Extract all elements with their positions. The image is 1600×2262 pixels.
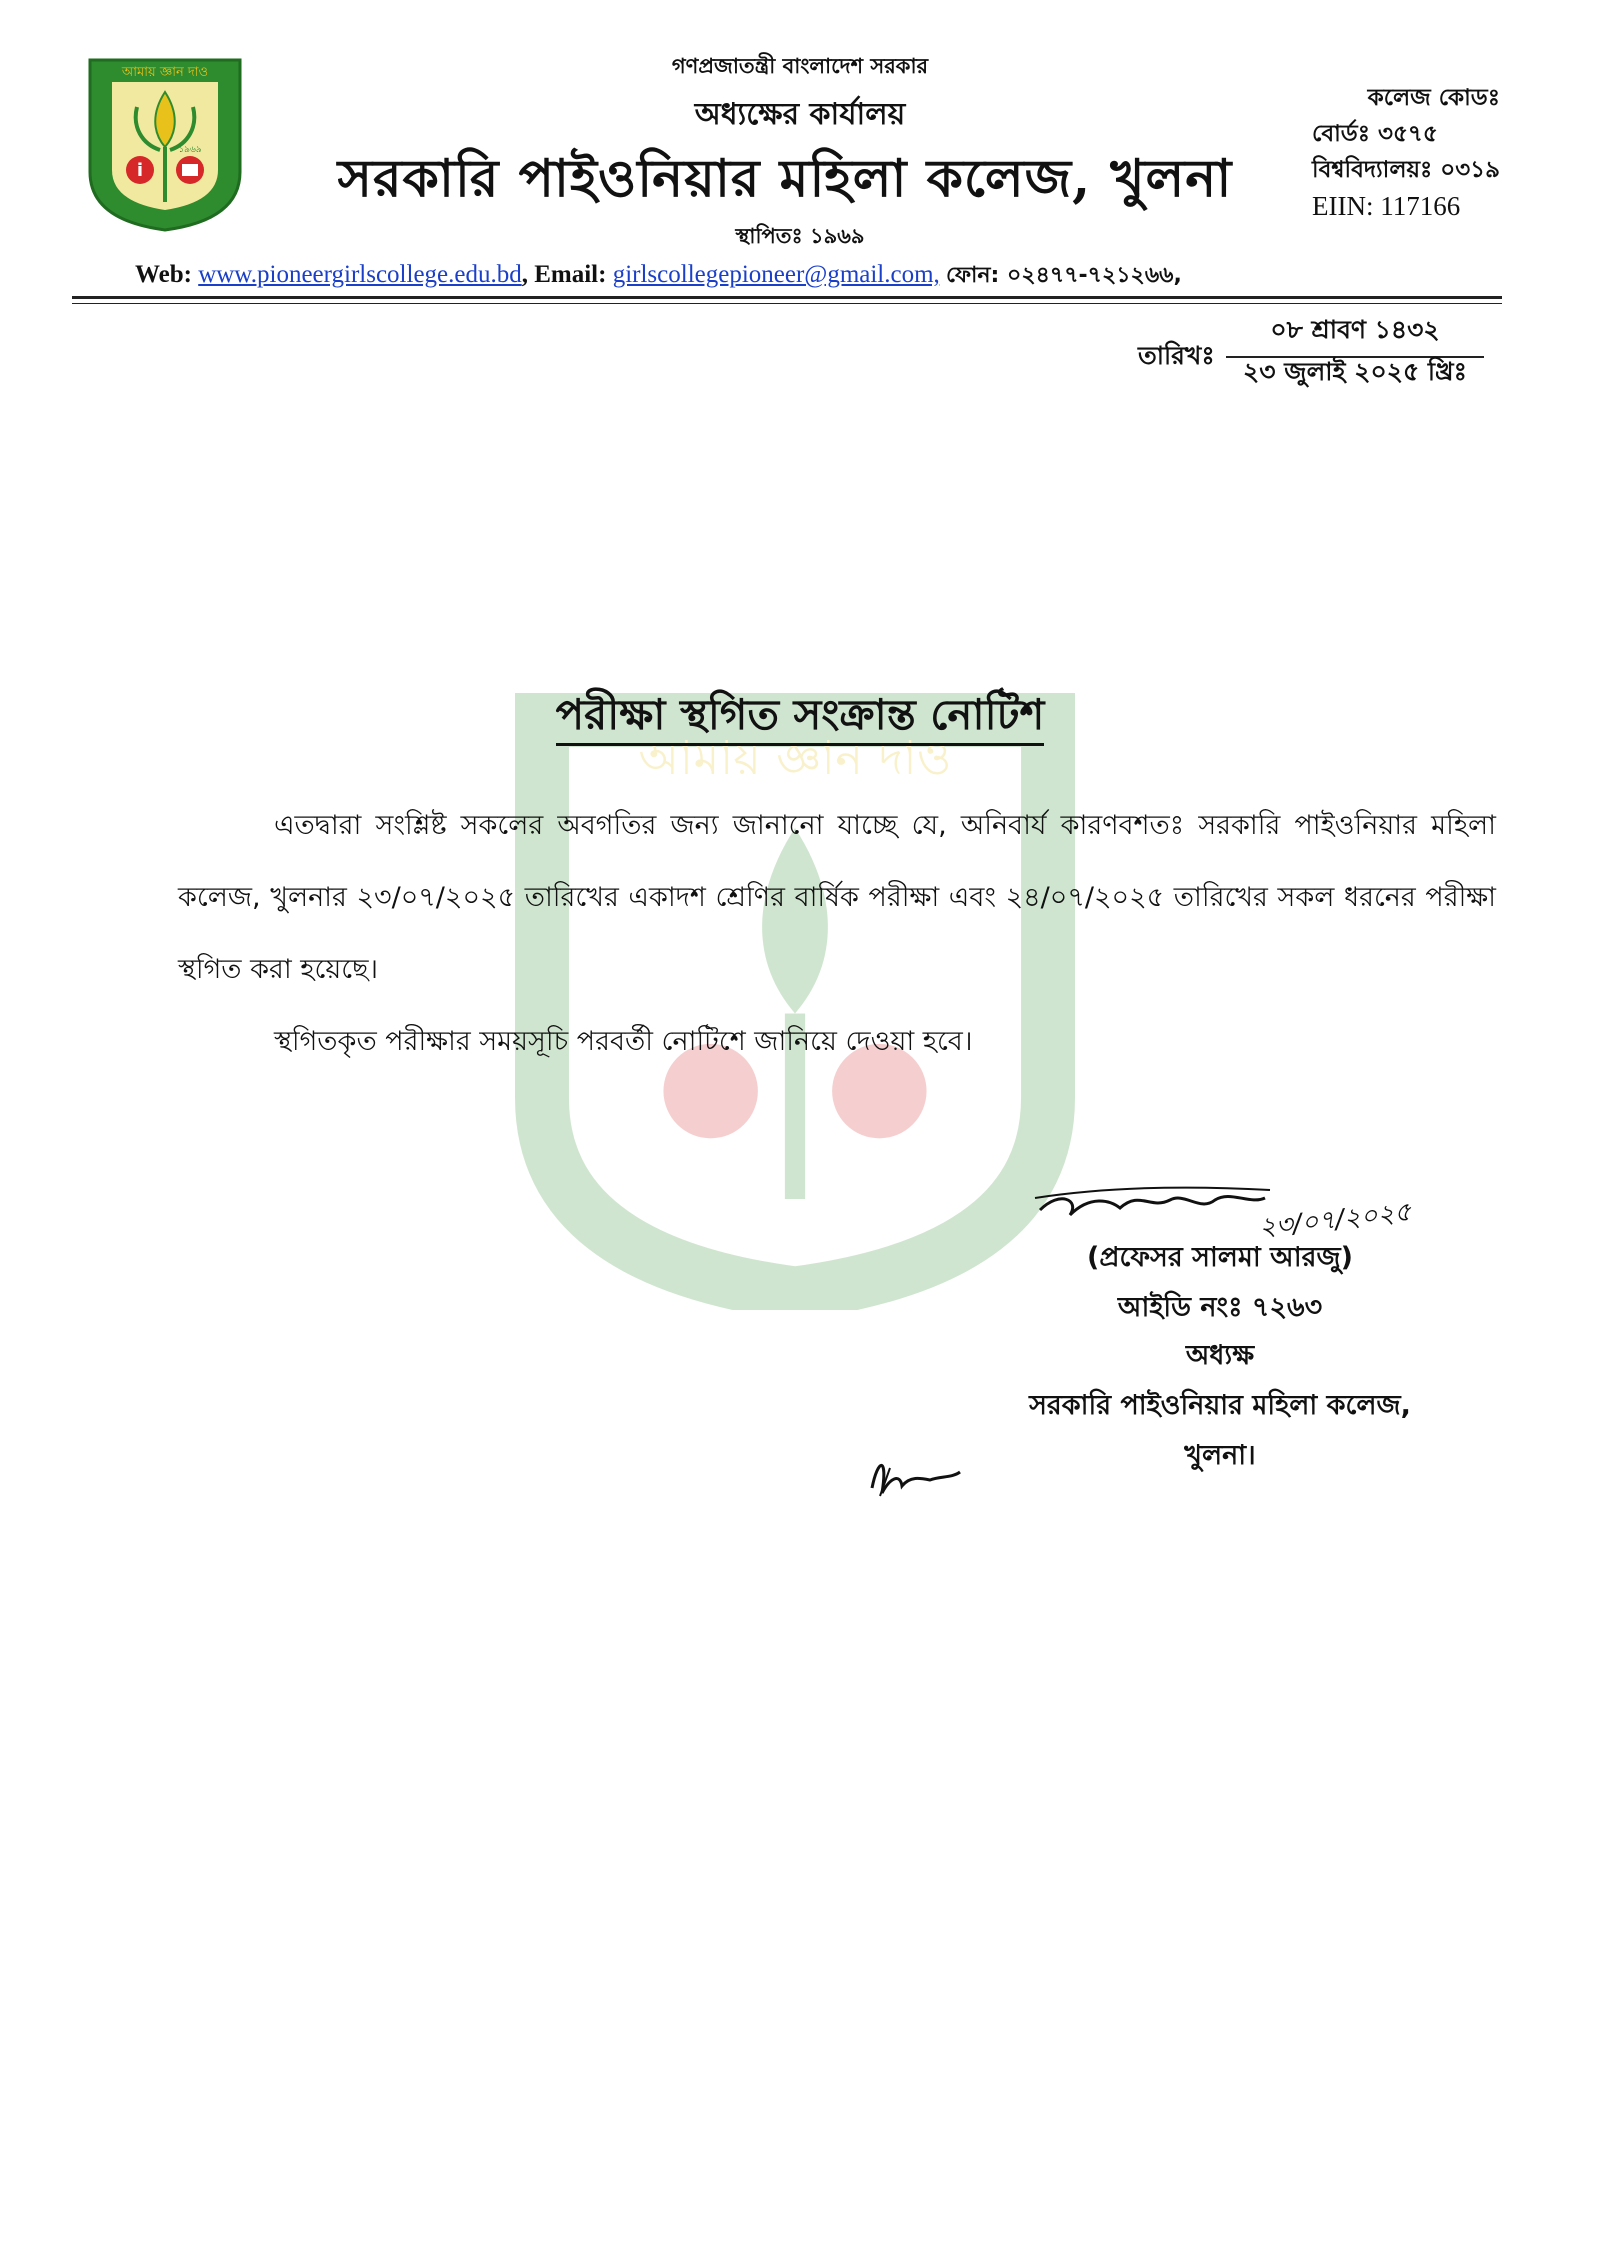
watermark-motto: আমায় জ্ঞান দাও [638, 730, 952, 786]
notice-paragraph-2: স্থগিতকৃত পরীক্ষার সময়সূচি পরবর্তী নোটিশে জানিয়ে দেওয়া হবে। [274, 1026, 973, 1057]
eiin-code: EIIN: 117166 [1312, 191, 1461, 221]
college-logo [82, 52, 248, 234]
web-label: Web: [135, 261, 192, 288]
principal-city: খুলনা। [1184, 1440, 1256, 1471]
college-code-label: কলেজ কোডঃ [1367, 85, 1500, 111]
principal-name: (প্রফেসর সালমা আরজু) [1086, 1242, 1353, 1273]
notice-paragraph-1: এতদ্বারা সংশ্লিষ্ট সকলের অবগতির জন্য জানানো যাচ্ছে যে, অনিবার্য কারণবশতঃ সরকারি পাইওনিয়ার মহিলা কলেজ, খুলনার ২৩/০৭/২০২৫ তারিখের একাদশ শ্রেণির বার্ষিক পরীক্ষা এবং ২৪/০৭/২০২৫ তারিখের সকল ধরনের পরীক্ষা স্থগিত করা হয়েছে। [178, 810, 1496, 985]
email-link[interactable]: girlscollegepioneer@gmail.com, [612, 261, 940, 288]
date-bangla: ০৮ শ্রাবণ ১৪৩২ [1226, 310, 1484, 358]
office-title: অধ্যক্ষের কার্যালয় [694, 97, 906, 132]
header-divider [72, 296, 1502, 299]
website-link[interactable]: www.pioneergirlscollege.edu.bd [198, 261, 522, 288]
college-name: সরকারি পাইওনিয়ার মহিলা কলেজ, খুলনা [337, 148, 1233, 209]
signature-date: ২৩/০৭/২০২৫ [1257, 1197, 1413, 1243]
initial-signature [860, 1448, 970, 1508]
date-english: ২৩ জুলাই ২০২৫ খ্রিঃ [1243, 357, 1467, 386]
principal-id: আইডি নংঃ ৭২৬৩ [1117, 1292, 1323, 1323]
logo-year: ১৯৬৯ [178, 145, 202, 155]
logo-motto: আমায় জ্ঞান দাও [121, 65, 209, 80]
phone-number: ফোন: ০২৪৭৭-৭২১২৬৬, [946, 263, 1182, 288]
header-divider-thin [72, 303, 1502, 304]
date-label: তারিখঃ [1138, 341, 1215, 370]
svg-text:i: i [136, 160, 144, 181]
board-code: বোর্ডঃ ৩৫৭৫ [1312, 121, 1438, 147]
college-codes [1312, 80, 1500, 224]
established-year: স্থাপিতঃ ১৯৬৯ [735, 224, 865, 248]
email-label: , Email: [521, 261, 607, 288]
contact-line [135, 258, 1182, 295]
principal-designation: অধ্যক্ষ [1185, 1340, 1255, 1371]
notice-title-text: পরীক্ষা স্থগিত সংক্রান্ত নোটিশ [556, 690, 1045, 746]
principal-college: সরকারি পাইওনিয়ার মহিলা কলেজ, [1029, 1390, 1411, 1421]
university-code: বিশ্ববিদ্যালয়ঃ ০৩১৯ [1312, 157, 1501, 183]
notice-body [178, 790, 1496, 1078]
government-title: গণপ্রজাতন্ত্রী বাংলাদেশ সরকার [671, 54, 929, 78]
notice-title [300, 682, 1300, 753]
